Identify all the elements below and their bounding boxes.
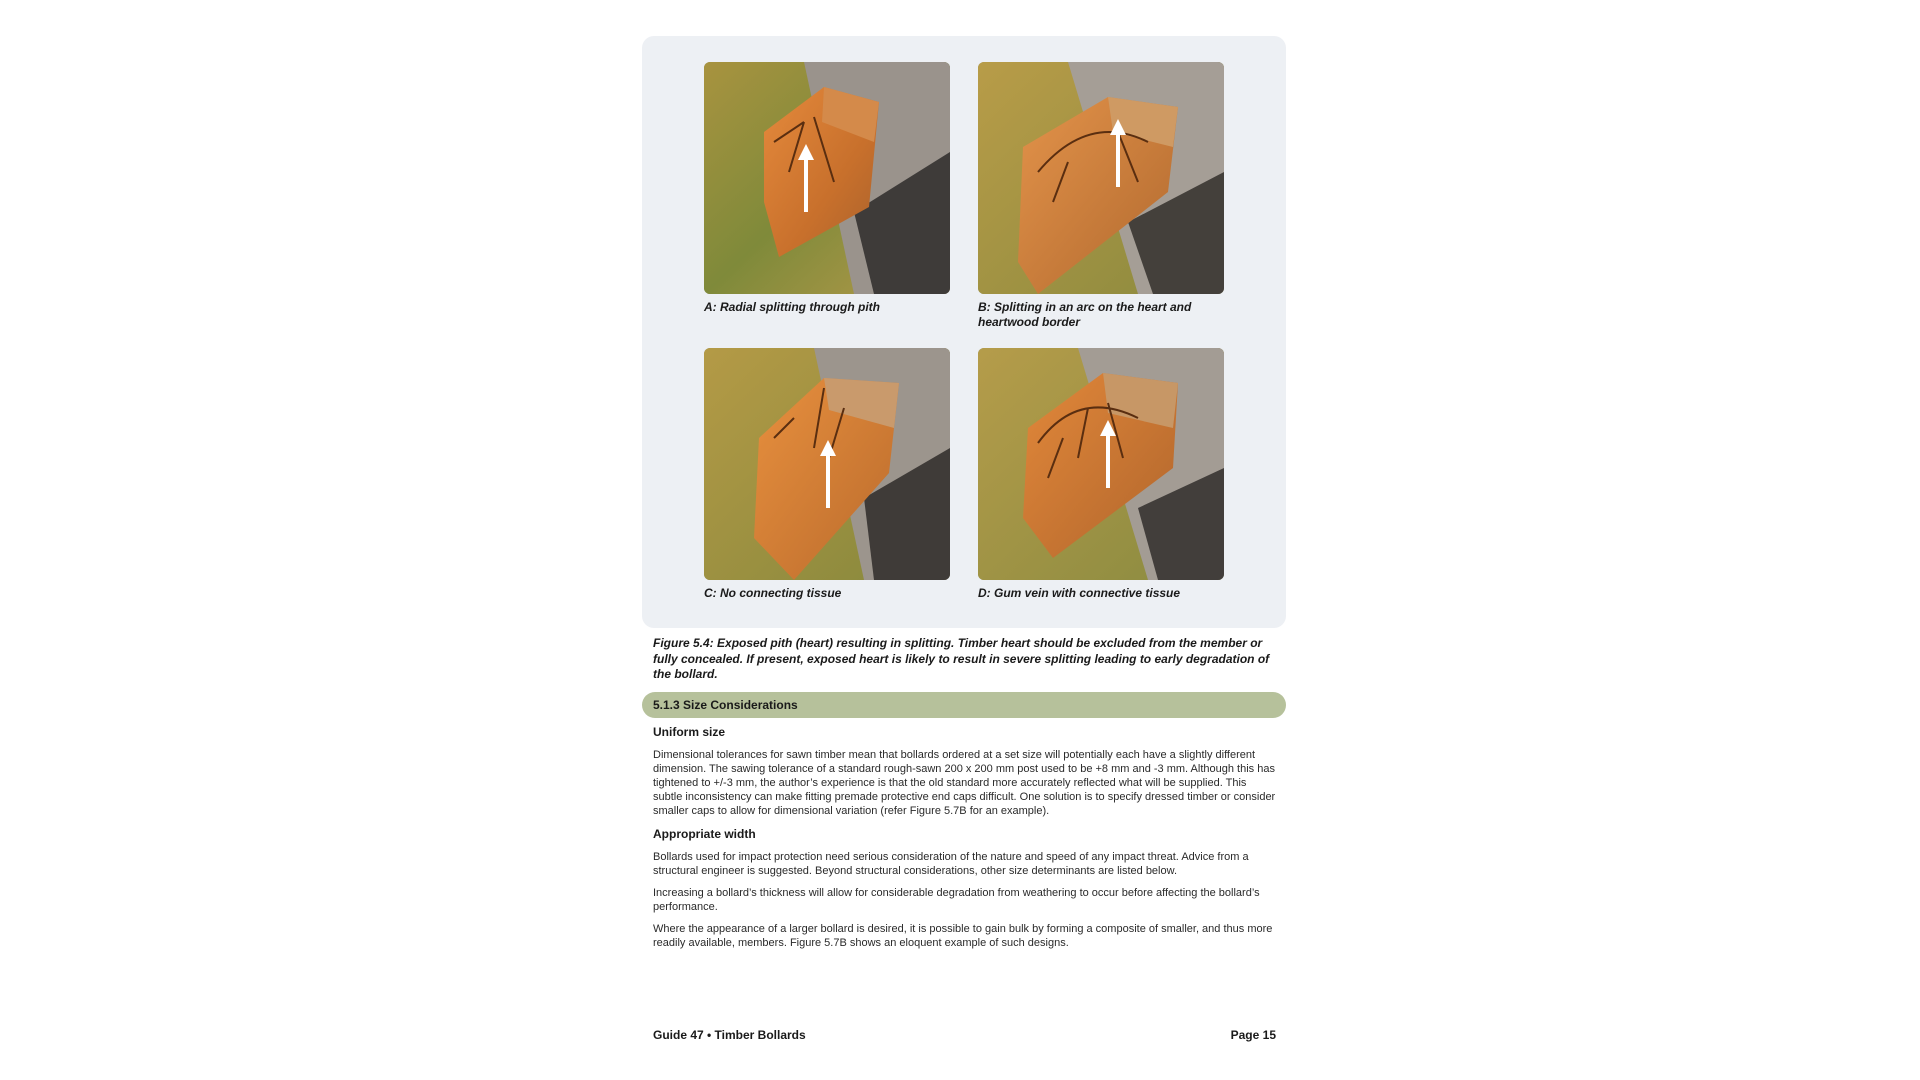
panel-d-caption: D: Gum vein with connective tissue bbox=[978, 586, 1181, 600]
section-content bbox=[653, 724, 1278, 958]
figure-panel-a bbox=[704, 62, 950, 315]
uniform-size-heading: Uniform size bbox=[653, 725, 726, 739]
figure-panel-d bbox=[978, 348, 1224, 601]
photo-c bbox=[704, 348, 950, 580]
appropriate-width-paragraph-2: Increasing a bollard’s thickness will allow for considerable degradation from weathering to occur before affecting the bollard’s performance. bbox=[653, 887, 1260, 913]
section-heading-bar bbox=[642, 692, 1286, 718]
footer-guide-title: Guide 47 • Timber Bollards bbox=[653, 1028, 806, 1042]
panel-b-caption: B: Splitting in an arc on the heart and heartwood border bbox=[978, 300, 1192, 329]
figure-caption: Figure 5.4: Exposed pith (heart) resulting in splitting. Timber heart should be excluded from the member or fully concealed. If present, exposed heart is likely to result in severe splitting leading to early degradation of the bollard. bbox=[653, 636, 1270, 681]
panel-a-caption: A: Radial splitting through pith bbox=[704, 300, 880, 314]
footer-page-number: Page 15 bbox=[1230, 1028, 1276, 1042]
photo-b bbox=[978, 62, 1224, 294]
figure-panel-b bbox=[978, 62, 1224, 330]
figure-panel bbox=[642, 36, 1286, 628]
figure-panel-c bbox=[704, 348, 950, 601]
appropriate-width-paragraph-1: Bollards used for impact protection need serious consideration of the nature and speed of any impact threat. Advice from a structural engineer is suggested. Beyond structural considerations, other size determinants are listed below. bbox=[653, 851, 1249, 877]
panel-c-caption: C: No connecting tissue bbox=[704, 586, 842, 600]
photo-d bbox=[978, 348, 1224, 580]
uniform-size-paragraph: Dimensional tolerances for sawn timber mean that bollards ordered at a set size will potentially each have a slightly different dimension. The sawing tolerance of a standard rough-sawn 200 x 200 mm post used to be +8 mm and -3 mm. Although this has tightened to +/-3 mm, the author’s experience is that the old standard more accurately reflected what will be supplied. This subtle inconsistency can make fitting premade protective end caps difficult. One solution is to specify dressed timber or consider smaller caps to allow for dimensional variation (refer Figure 5.7B for an example). bbox=[653, 749, 1276, 817]
photo-a bbox=[704, 62, 950, 294]
appropriate-width-paragraph-3: Where the appearance of a larger bollard is desired, it is possible to gain bulk by forming a composite of smaller, and thus more readily available, members. Figure 5.7B shows an eloquent example of such designs. bbox=[653, 923, 1273, 949]
section-heading: 5.1.3 Size Considerations bbox=[653, 698, 798, 712]
appropriate-width-heading: Appropriate width bbox=[653, 827, 756, 841]
